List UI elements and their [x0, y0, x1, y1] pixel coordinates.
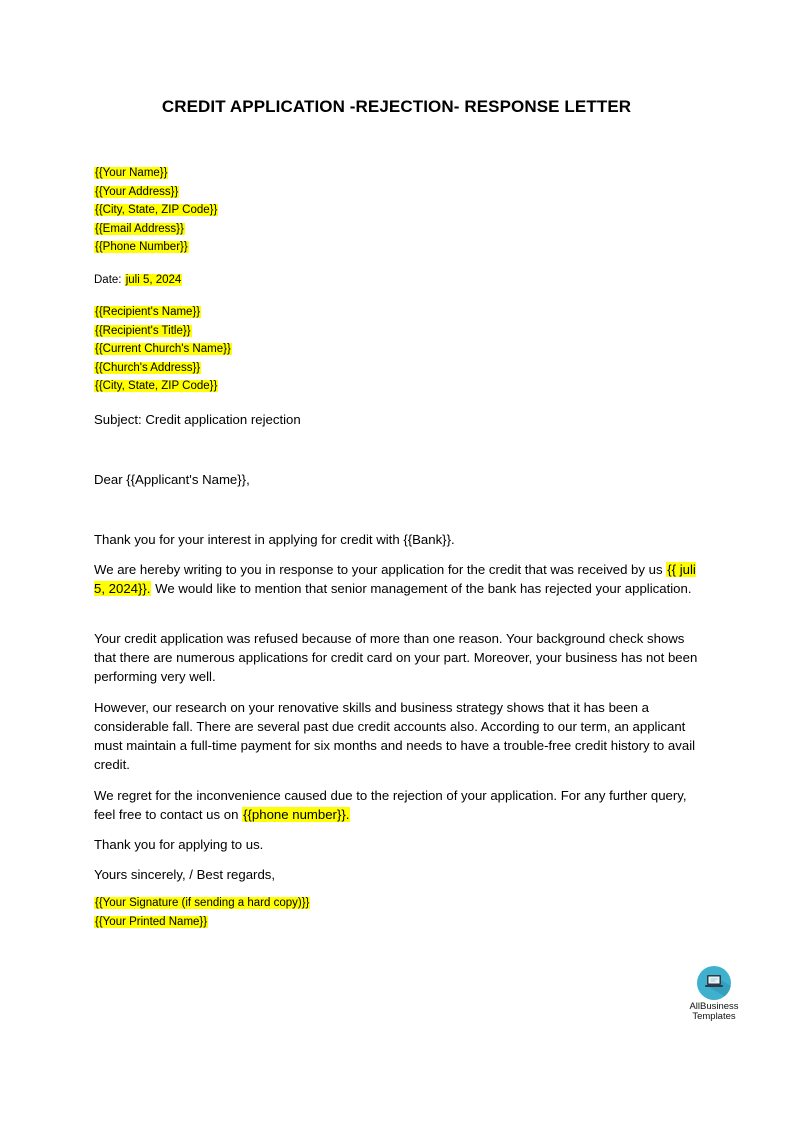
paragraph-6: Thank you for applying to us.	[94, 837, 264, 852]
sender-block	[94, 164, 218, 257]
paragraph-3: Your credit application was refused because of more than one reason. Your background check shows that there are numerous applications for credit card on your part. Moreover, your business has not been performing very well.	[94, 631, 698, 684]
document-title: CREDIT APPLICATION -REJECTION- RESPONSE LETTER	[161, 97, 632, 116]
date-label: Date:	[94, 274, 125, 286]
sender-name: {{Your Name}}	[95, 167, 168, 179]
date-value: juli 5, 2024	[125, 274, 182, 286]
laptop-icon	[697, 966, 731, 1000]
logo-text-2: Templates	[692, 1011, 736, 1022]
recipient-name: {{Recipient's Name}}	[95, 306, 201, 318]
closing: Yours sincerely, / Best regards,	[94, 867, 276, 882]
recipient-church: {{Current Church's Name}}	[95, 343, 231, 356]
logo-text-1: AllBusiness	[689, 1001, 739, 1012]
recipient-block	[94, 303, 232, 396]
allbusiness-logo	[686, 966, 742, 1022]
signature-block	[94, 894, 310, 931]
date-line	[94, 271, 182, 290]
printed-name: {{Your Printed Name}}	[95, 915, 208, 928]
salutation: Dear {{Applicant's Name}},	[94, 472, 250, 487]
subject-line: Subject: Credit application rejection	[94, 412, 301, 427]
sender-address: {{Your Address}}	[95, 185, 179, 198]
recipient-city: {{City, State, ZIP Code}}	[95, 380, 218, 393]
signature-placeholder: {{Your Signature (if sending a hard copy)}}	[95, 897, 310, 909]
recipient-title: {{Recipient's Title}}	[95, 324, 191, 337]
paragraph-2: We are hereby writing to you in response to your application for the credit that was received by us {{ juli 5, 2024}}. We would like to mention that senior management of the bank has rejected your application.	[94, 562, 696, 596]
received-date: {{ juli 5, 2024}}.	[94, 562, 696, 596]
paragraph-5: We regret for the inconvenience caused due to the rejection of your application. For any further query, feel free to contact us on {{phone number}}.	[94, 788, 687, 822]
paragraph-1: Thank you for your interest in applying for credit with {{Bank}}.	[94, 532, 455, 547]
contact-phone: {{phone number}}.	[243, 807, 350, 822]
sender-phone: {{Phone Number}}	[95, 241, 188, 254]
paragraph-4: However, our research on your renovative skills and business strategy shows that it has been a considerable fall. There are several past due credit accounts also. According to our term, an applicant must maintain a full-time payment for six months and needs to have a trouble-free credit history to avail credit.	[94, 700, 696, 772]
sender-city: {{City, State, ZIP Code}}	[95, 204, 218, 217]
recipient-address: {{Church's Address}}	[95, 361, 201, 374]
sender-email: {{Email Address}}	[95, 222, 184, 235]
